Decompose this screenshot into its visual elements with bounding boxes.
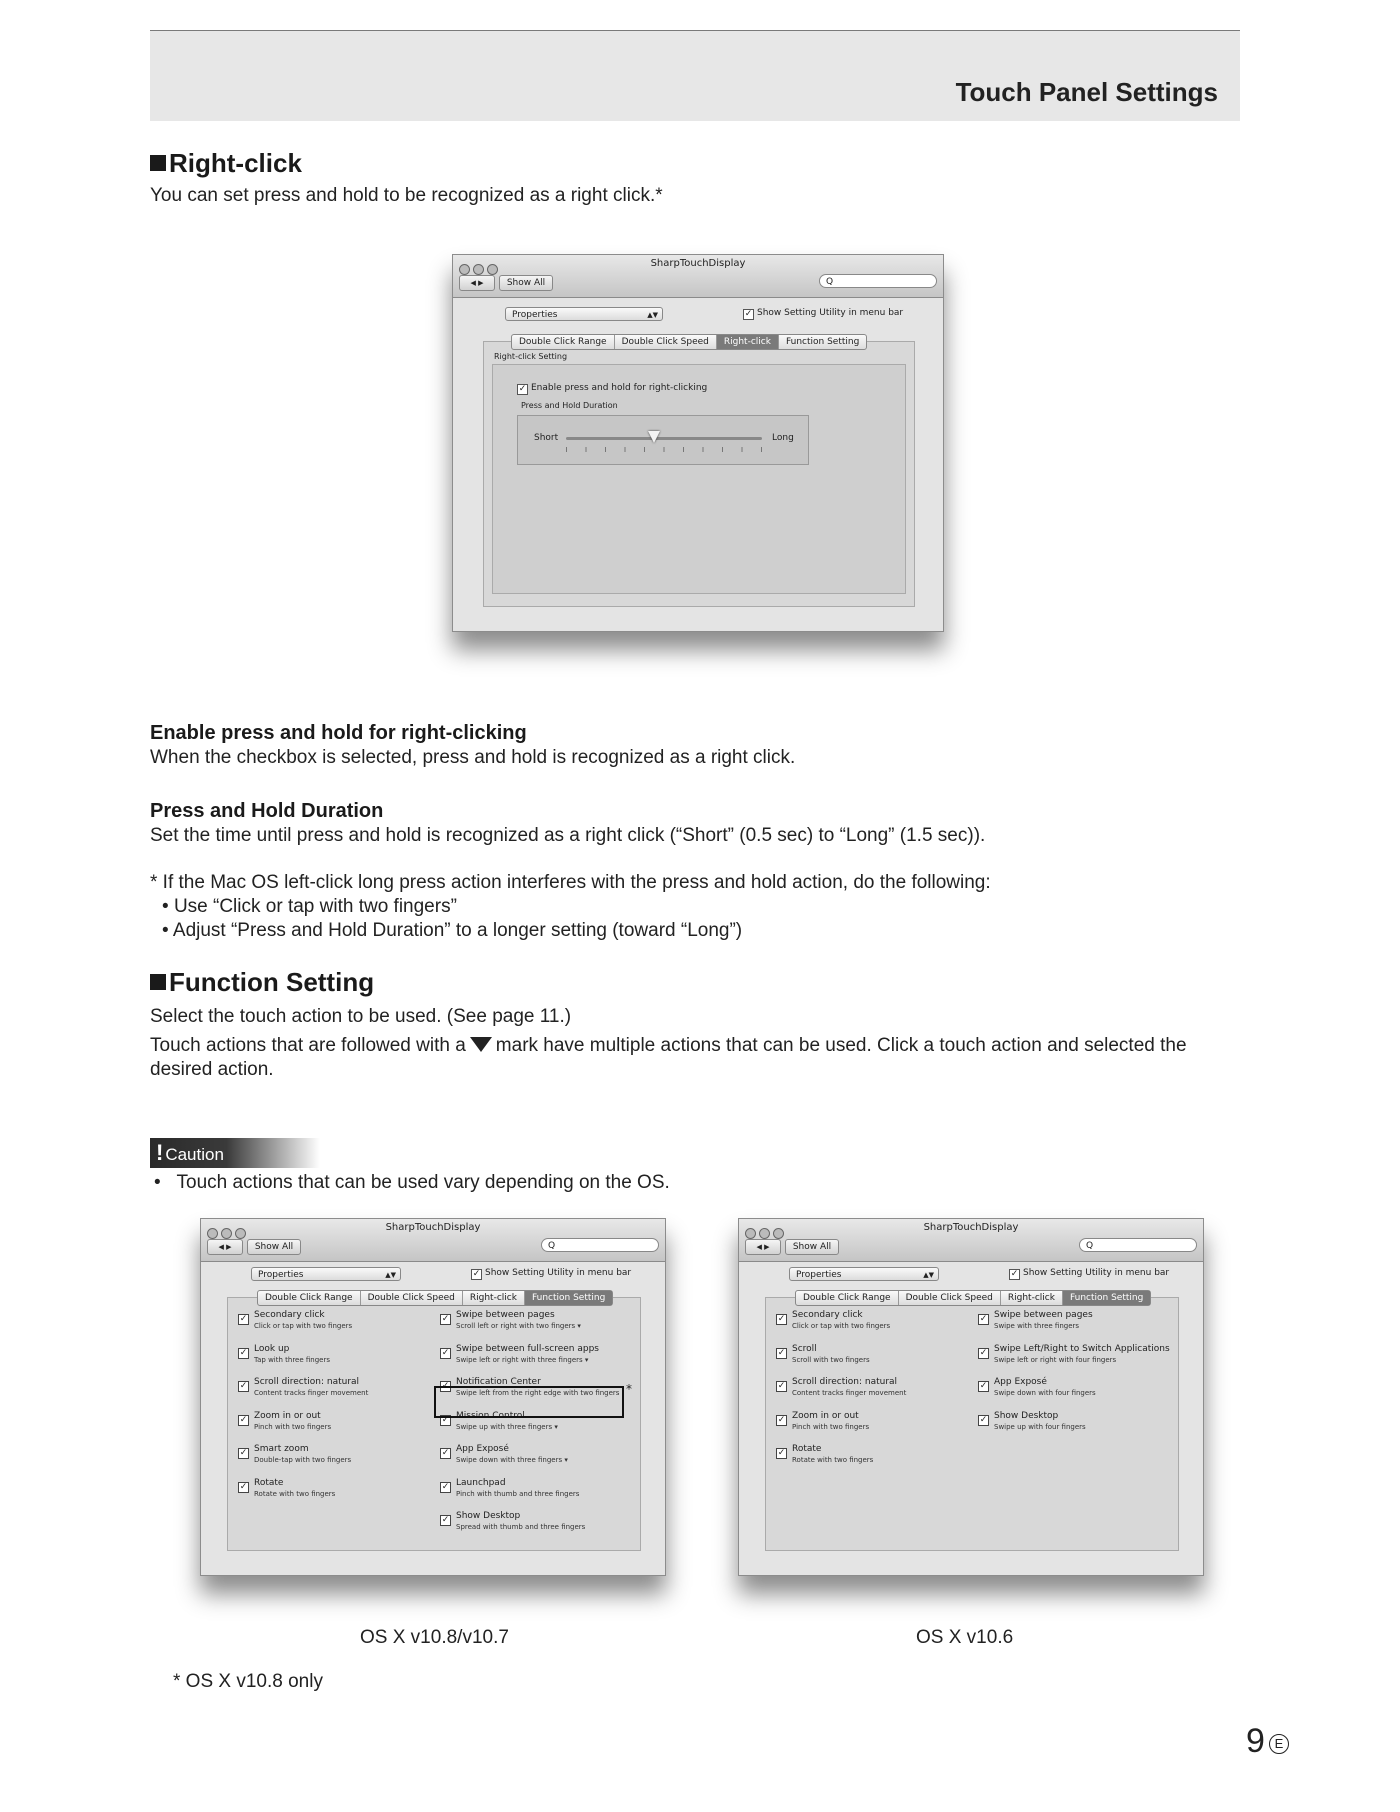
checkbox-checked-icon[interactable]: ✓ — [979, 1381, 988, 1391]
checkbox-checked-icon: ✓ — [1010, 1269, 1019, 1279]
header-band — [150, 30, 1240, 121]
function-item-description: Swipe down with three fingers ▾ — [456, 1456, 568, 1464]
function-item[interactable] — [776, 1310, 890, 1332]
function-item-description: Pinch with thumb and three fingers — [456, 1489, 580, 1498]
square-bullet-icon — [150, 155, 166, 171]
exclamation-icon: ! — [156, 1140, 164, 1165]
function-item[interactable] — [238, 1310, 352, 1332]
function-line1: Select the touch action to be used. (See page 11.) — [150, 1006, 572, 1027]
notification-center-highlight — [434, 1386, 624, 1418]
function-item-description: Swipe down with four fingers — [994, 1389, 1096, 1397]
slider-max-label: Long — [772, 433, 794, 443]
tab-right-click[interactable]: Right-click — [1001, 1291, 1063, 1305]
note-item-text: Adjust “Press and Hold Duration” to a longer setting (toward “Long”) — [172, 920, 743, 941]
function-setting-heading — [150, 967, 374, 998]
note-item: • Adjust “Press and Hold Duration” to a longer setting (toward “Long”) — [162, 920, 743, 941]
enable-text: When the checkbox is selected, press and hold is recognized as a right click. — [150, 747, 796, 768]
checkbox-checked-icon[interactable]: ✓ — [979, 1314, 988, 1324]
enable-press-hold-checkbox[interactable] — [517, 383, 707, 395]
function-item[interactable] — [238, 1377, 368, 1399]
checkbox-checked-icon[interactable]: ✓ — [979, 1347, 988, 1358]
checkbox-checked-icon[interactable]: ✓ — [441, 1314, 450, 1324]
page-number — [1246, 1722, 1289, 1761]
checkbox-checked-icon[interactable]: ✓ — [239, 1448, 248, 1458]
search-icon: Q — [1086, 1241, 1094, 1251]
function-item-label: Scroll direction: natural — [792, 1377, 898, 1387]
tab-double-click-range[interactable]: Double Click Range — [512, 335, 615, 349]
checkbox-checked-icon[interactable]: ✓ — [777, 1448, 786, 1458]
right-click-settings-window — [452, 254, 944, 632]
note-intro: * If the Mac OS left-click long press action interferes with the press and hold action, do the following: — [150, 872, 991, 893]
tab-double-click-speed[interactable]: Double Click Speed — [361, 1291, 463, 1305]
function-item-description: Click or tap with two fingers — [254, 1322, 353, 1330]
slider-track[interactable] — [566, 437, 762, 440]
checkbox-checked-icon: ✓ — [744, 309, 753, 319]
function-item-description: Content tracks finger movement — [254, 1389, 369, 1397]
function-item-description: Rotate with two fingers — [792, 1456, 874, 1464]
function-item[interactable] — [776, 1444, 873, 1466]
search-icon: Q — [826, 277, 834, 287]
right-click-group-label: Right-click Setting — [494, 352, 568, 361]
tab-double-click-speed[interactable]: Double Click Speed — [899, 1291, 1001, 1305]
tab-function-setting[interactable]: Function Setting — [1063, 1291, 1150, 1305]
show-utility-label: Show Setting Utility in menu bar — [485, 1268, 632, 1278]
settings-tabs — [257, 1290, 613, 1306]
slider-min-label: Short — [534, 433, 559, 443]
tab-double-click-range[interactable]: Double Click Range — [796, 1291, 899, 1305]
function-item-label: Show Desktop — [456, 1511, 521, 1521]
function-line2-c: desired action. — [150, 1059, 274, 1080]
function-item-label: Swipe between full-screen apps — [456, 1343, 599, 1354]
function-item-description: Spread with thumb and three fingers — [456, 1523, 586, 1531]
properties-select[interactable] — [505, 307, 663, 321]
function-item-description: Swipe left from the right edge with two fingers — [456, 1389, 620, 1397]
show-utility-checkbox[interactable] — [743, 308, 903, 320]
function-item-label: Swipe Left/Right to Switch Applications — [994, 1343, 1170, 1354]
checkbox-checked-icon[interactable]: ✓ — [441, 1414, 450, 1425]
function-item-description: Swipe with three fingers — [994, 1322, 1080, 1330]
slider-thumb[interactable] — [648, 431, 660, 443]
function-item[interactable] — [440, 1444, 568, 1466]
show-utility-checkbox[interactable] — [471, 1268, 631, 1280]
function-item-label: Show Desktop — [994, 1410, 1059, 1421]
properties-select-value: Properties — [512, 310, 558, 320]
function-item-label: Zoom in or out — [792, 1410, 859, 1421]
function-item-label: App Exposé — [994, 1377, 1047, 1387]
down-triangle-icon — [470, 1037, 492, 1052]
function-item[interactable] — [978, 1344, 1170, 1366]
window-titlebar — [739, 1219, 1203, 1262]
function-item[interactable] — [440, 1511, 585, 1533]
function-item-description: Pinch with two fingers — [254, 1422, 332, 1431]
show-all-button[interactable]: Show All — [247, 1239, 301, 1255]
function-item-description: Scroll with two fingers — [792, 1355, 870, 1364]
enable-press-hold-label: Enable press and hold for right-clicking — [531, 383, 708, 393]
caution-label: Caution — [165, 1145, 224, 1164]
function-item[interactable] — [238, 1411, 331, 1433]
slider-ticks — [566, 447, 762, 452]
tab-function-setting[interactable]: Function Setting — [785, 337, 860, 347]
caption-10-6: OS X v10.6 — [916, 1627, 1014, 1648]
checkbox-checked-icon[interactable]: ✓ — [239, 1314, 248, 1324]
checkbox-checked-icon[interactable]: ✓ — [239, 1347, 248, 1358]
function-item-description: Click or tap with two fingers — [792, 1322, 891, 1330]
function-item-label: Launchpad — [456, 1477, 506, 1488]
checkbox-checked-icon[interactable]: ✓ — [441, 1347, 450, 1358]
window-titlebar — [201, 1219, 665, 1262]
asterisk-marker: * — [626, 1382, 632, 1396]
checkbox-checked-icon[interactable]: ✓ — [777, 1381, 786, 1391]
function-item-label: Secondary click — [254, 1310, 325, 1320]
properties-select-value: Properties — [796, 1270, 842, 1280]
search-input[interactable] — [819, 274, 937, 288]
search-input[interactable] — [1079, 1238, 1197, 1252]
tab-panel — [483, 341, 915, 607]
checkbox-checked-icon[interactable]: ✓ — [441, 1381, 450, 1391]
window-titlebar — [453, 255, 943, 298]
function-panel — [765, 1297, 1179, 1551]
window-title: SharpTouchDisplay — [650, 258, 746, 269]
checkbox-checked-icon[interactable]: ✓ — [239, 1414, 248, 1425]
function-item-description: Double-tap with two fingers — [254, 1456, 352, 1464]
show-utility-checkbox[interactable] — [1009, 1268, 1169, 1280]
caption-10-8: OS X v10.8/v10.7 — [360, 1627, 509, 1648]
duration-heading: Press and Hold Duration — [150, 800, 384, 822]
checkbox-checked-icon[interactable]: ✓ — [441, 1448, 450, 1458]
function-item-label: Rotate — [792, 1444, 822, 1454]
select-arrow-icon: ▲▼ — [385, 1271, 396, 1279]
caution-badge — [150, 1138, 320, 1168]
settings-tabs — [511, 334, 867, 350]
language-mark: E — [1269, 1734, 1289, 1754]
duration-label: Press and Hold Duration — [521, 401, 618, 410]
function-item-label: Look up — [254, 1343, 290, 1354]
show-all-button[interactable]: Show All — [499, 275, 553, 291]
function-item[interactable] — [978, 1310, 1093, 1332]
note-item-text: Use “Click or tap with two fingers” — [173, 896, 457, 917]
function-item-label: Scroll — [792, 1343, 817, 1354]
function-item-label: Secondary click — [792, 1310, 863, 1320]
footnote: * OS X v10.8 only — [173, 1671, 323, 1692]
function-item-label: Scroll direction: natural — [254, 1377, 360, 1387]
function-line2 — [150, 1034, 1240, 1082]
function-item-label: Swipe between pages — [456, 1310, 555, 1320]
function-item-description: Swipe left or right with three fingers ▾ — [456, 1355, 589, 1364]
checkbox-checked-icon: ✓ — [518, 384, 527, 394]
properties-select[interactable] — [251, 1267, 401, 1281]
function-item[interactable] — [776, 1344, 870, 1366]
function-item-description: Swipe left or right with four fingers — [994, 1355, 1117, 1364]
function-item-label: Rotate — [254, 1477, 284, 1488]
tab-function-setting[interactable]: Function Setting — [525, 1291, 612, 1305]
function-item-label: Zoom in or out — [254, 1410, 321, 1421]
show-utility-label: Show Setting Utility in menu bar — [1023, 1268, 1170, 1278]
select-arrow-icon: ▲▼ — [923, 1271, 934, 1279]
function-panel — [227, 1297, 641, 1551]
right-click-intro: You can set press and hold to be recognized as a right click.* — [150, 185, 663, 206]
function-item-description: Rotate with two fingers — [254, 1489, 336, 1498]
function-item[interactable] — [440, 1478, 579, 1500]
function-item-label: App Exposé — [456, 1444, 509, 1454]
function-item-label: Swipe between pages — [994, 1310, 1093, 1320]
show-all-button[interactable]: Show All — [785, 1239, 839, 1255]
function-item-description: Content tracks finger movement — [792, 1389, 907, 1397]
checkbox-checked-icon[interactable]: ✓ — [777, 1314, 786, 1324]
enable-heading: Enable press and hold for right-clicking — [150, 722, 527, 744]
checkbox-checked-icon[interactable]: ✓ — [441, 1481, 450, 1492]
function-item[interactable] — [776, 1411, 869, 1433]
function-line2-a: Touch actions that are followed with a — [150, 1035, 466, 1056]
function-item[interactable] — [978, 1411, 1086, 1433]
window-title: SharpTouchDisplay — [923, 1222, 1019, 1233]
right-click-heading-text: Right-click — [169, 148, 302, 178]
caution-bullet: • Touch actions that can be used vary depending on the OS. — [154, 1172, 670, 1193]
function-setting-heading-text: Function Setting — [169, 967, 375, 997]
tab-right-click[interactable]: Right-click — [717, 335, 779, 349]
tab-right-click[interactable]: Right-click — [463, 1291, 525, 1305]
back-forward-button[interactable]: ◀ ▶ — [459, 275, 495, 291]
page-header-title: Touch Panel Settings — [955, 77, 1218, 107]
function-item[interactable] — [238, 1478, 335, 1500]
function-item-label: Notification Center — [456, 1377, 541, 1387]
window-title: SharpTouchDisplay — [385, 1222, 481, 1233]
show-utility-label: Show Setting Utility in menu bar — [757, 308, 904, 318]
function-item-description: Swipe up with four fingers — [994, 1422, 1086, 1431]
note-item: • Use “Click or tap with two fingers” — [162, 896, 457, 917]
function-item-label: Smart zoom — [254, 1444, 309, 1454]
right-click-heading — [150, 148, 302, 179]
back-forward-button[interactable]: ◀ ▶ — [207, 1239, 243, 1255]
duration-slider-box — [517, 415, 809, 465]
right-click-group-box — [492, 364, 906, 594]
checkbox-checked-icon[interactable]: ✓ — [239, 1381, 248, 1391]
square-bullet-icon — [150, 974, 166, 990]
function-item[interactable] — [238, 1344, 330, 1366]
tab-double-click-speed[interactable]: Double Click Speed — [615, 335, 717, 349]
function-settings-window-10-8 — [200, 1218, 666, 1576]
checkbox-checked-icon[interactable]: ✓ — [777, 1414, 786, 1425]
function-item[interactable] — [776, 1377, 906, 1399]
checkbox-checked-icon[interactable]: ✓ — [979, 1414, 988, 1425]
tab-double-click-range[interactable]: Double Click Range — [258, 1291, 361, 1305]
select-arrow-icon: ▲▼ — [647, 311, 658, 319]
checkbox-checked-icon: ✓ — [472, 1269, 481, 1279]
caution-bullet-text: Touch actions that can be used vary depending on the OS. — [176, 1172, 670, 1193]
checkbox-checked-icon[interactable]: ✓ — [777, 1347, 786, 1358]
function-item[interactable] — [440, 1310, 581, 1332]
function-item[interactable] — [978, 1377, 1096, 1399]
function-item-description: Scroll left or right with two fingers ▾ — [456, 1322, 581, 1330]
search-icon: Q — [548, 1241, 556, 1251]
properties-select[interactable] — [789, 1267, 939, 1281]
function-item-label: Mission Control — [456, 1410, 525, 1421]
function-item-description: Tap with three fingers — [254, 1355, 331, 1364]
checkbox-checked-icon[interactable]: ✓ — [441, 1515, 450, 1525]
function-item[interactable] — [440, 1344, 599, 1366]
back-forward-button[interactable]: ◀ ▶ — [745, 1239, 781, 1255]
duration-text: Set the time until press and hold is recognized as a right click (“Short” (0.5 sec) to “Long” (1.5 sec)). — [150, 825, 986, 846]
settings-tabs — [795, 1290, 1151, 1306]
function-item[interactable] — [238, 1444, 351, 1466]
properties-select-value: Properties — [258, 1270, 304, 1280]
checkbox-checked-icon[interactable]: ✓ — [239, 1481, 248, 1492]
function-settings-window-10-6 — [738, 1218, 1204, 1576]
function-item-description: Pinch with two fingers — [792, 1422, 870, 1431]
function-item-description: Swipe up with three fingers ▾ — [456, 1422, 558, 1431]
function-line2-b: mark have multiple actions that can be used. Click a touch action and selected the — [495, 1035, 1187, 1056]
page-number-value: 9 — [1246, 1722, 1265, 1760]
search-input[interactable] — [541, 1238, 659, 1252]
